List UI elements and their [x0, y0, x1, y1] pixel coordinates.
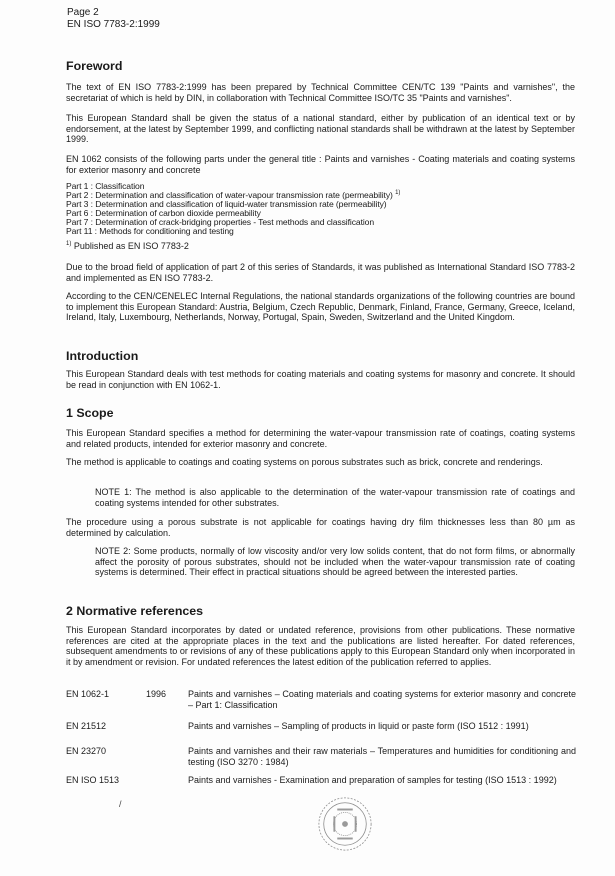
list-item: Part 2 : Determination and classification of water-vapour transmission rate (permeability) $^{1)}$ [66, 189, 401, 200]
ref-code: EN 23270 [66, 746, 107, 756]
scope-paragraph-2: The method is applicable to coatings and coating systems on porous substrates such as brick, concrete and renderings. [66, 457, 543, 467]
ref-title: Paints and varnishes - Examination and preparation of samples for testing (ISO 1513 : 1992) [188, 775, 557, 785]
foreword-heading: Foreword [66, 59, 123, 73]
list-item: Part 6 : Determination of carbon dioxide permeability [66, 207, 261, 218]
list-item: Part 3 : Determination and classification of liquid-water transmission rate (permeability) [66, 198, 387, 209]
foreword-paragraph-5: According to the CEN/CENELEC Internal Regulations, the national standards organizations of the following countries are bound to implement this European Standard: Austria, Belgium, Czech Republic, Denmark, Finland, France, Germany, Greece, Iceland, Ireland, Italy, Luxembourg, Netherlands, Norway, Portugal, Spain, Sweden, Switzerland and the United Kingdom. [66, 291, 575, 323]
seal-stamp-icon [316, 795, 374, 853]
introduction-paragraph: This European Standard deals with test methods for coating materials and coating systems for masonry and concrete. It should be read in conjunction with EN 1062-1. [66, 369, 575, 390]
scope-note-1: NOTE 1: The method is also applicable to the determination of the water-vapour transmission rate of coatings and coating systems intended for other substrates. [95, 487, 575, 508]
ref-code: EN ISO 1513 [66, 775, 120, 785]
page-number: Page 2 [67, 7, 99, 18]
foreword-paragraph-2: This European Standard shall be given the status of a national standard, either by publication of an identical text or by endorsement, at the latest by September 1999, and conflicting national standards shall be withdrawn at the latest by September 1999. [66, 113, 575, 145]
stray-mark: / [119, 799, 122, 809]
footnote [66, 241, 189, 252]
standard-id: EN ISO 7783-2:1999 [67, 19, 160, 30]
scope-note-2: NOTE 2: Some products, normally of low viscosity and/or very low solids content, that do not form films, or abnormally affect the porosity of porous substrates, should not be included when the water-vapour transmission rate of coating systems is determined. Their effect in practical situations should be agreed between the interested parties. [95, 546, 575, 578]
list-item: Part 1 : Classification [66, 181, 145, 191]
ref-code: EN 21512 [66, 721, 107, 731]
ref-title: Paints and varnishes – Coating materials and coating systems for exterior masonry and concrete – Part 1: Classification [188, 689, 576, 710]
normative-paragraph: This European Standard incorporates by dated or undated reference, provisions from other publications. These normative references are cited at the appropriate places in the text and the publications are listed hereafter. For dated references, subsequent amendments to or revisions of any of these publications apply to this European Standard only when incorporated in it by amendment or revision. For undated references the latest edition of the publication referred to applies. [66, 625, 575, 667]
foreword-paragraph-4: Due to the broad field of application of part 2 of this series of Standards, it was published as International Standard ISO 7783-2 and implemented as EN ISO 7783-2. [66, 262, 575, 283]
scope-paragraph-1: This European Standard specifies a method for determining the water-vapour transmission rate of coatings, coating systems and related products, intended for exterior masonry and concrete. [66, 428, 575, 449]
footnote-ref: 1) [395, 190, 401, 197]
list-item: Part 7 : Determination of crack-bridging properties - Test methods and classification [66, 216, 375, 227]
scope-paragraph-3: The procedure using a porous substrate is not applicable for coatings having dry film thicknesses less than 80 µm as determined by calculation. [66, 517, 575, 538]
ref-year: 1996 [146, 689, 167, 699]
foreword-paragraph-3: EN 1062 consists of the following parts under the general title : Paints and varnishes - Coating materials and coating systems for exterior masonry and concrete [66, 154, 575, 175]
footnote-marker: 1) [66, 241, 72, 247]
ref-title: Paints and varnishes – Sampling of products in liquid or paste form (ISO 1512 : 1991) [188, 721, 529, 731]
footnote-text: Published as EN ISO 7783-2 [73, 241, 189, 251]
scope-heading: 1 Scope [66, 406, 114, 420]
ref-title: Paints and varnishes and their raw materials – Temperatures and humidities for conditioning and testing (ISO 3270 : 1984) [188, 746, 576, 767]
introduction-heading: Introduction [66, 349, 139, 363]
list-item: Part 11 : Methods for conditioning and testing [66, 225, 234, 236]
parts-list [66, 182, 486, 235]
foreword-paragraph-1: The text of EN ISO 7783-2:1999 has been prepared by Technical Committee CEN/TC 139 "Paints and varnishes", the secretariat of which is held by DIN, in collaboration with Technical Committee ISO/TC 35 "Paints and varnishes". [66, 82, 575, 103]
normative-heading: 2 Normative references [66, 604, 204, 618]
ref-code: EN 1062-1 [66, 689, 110, 699]
